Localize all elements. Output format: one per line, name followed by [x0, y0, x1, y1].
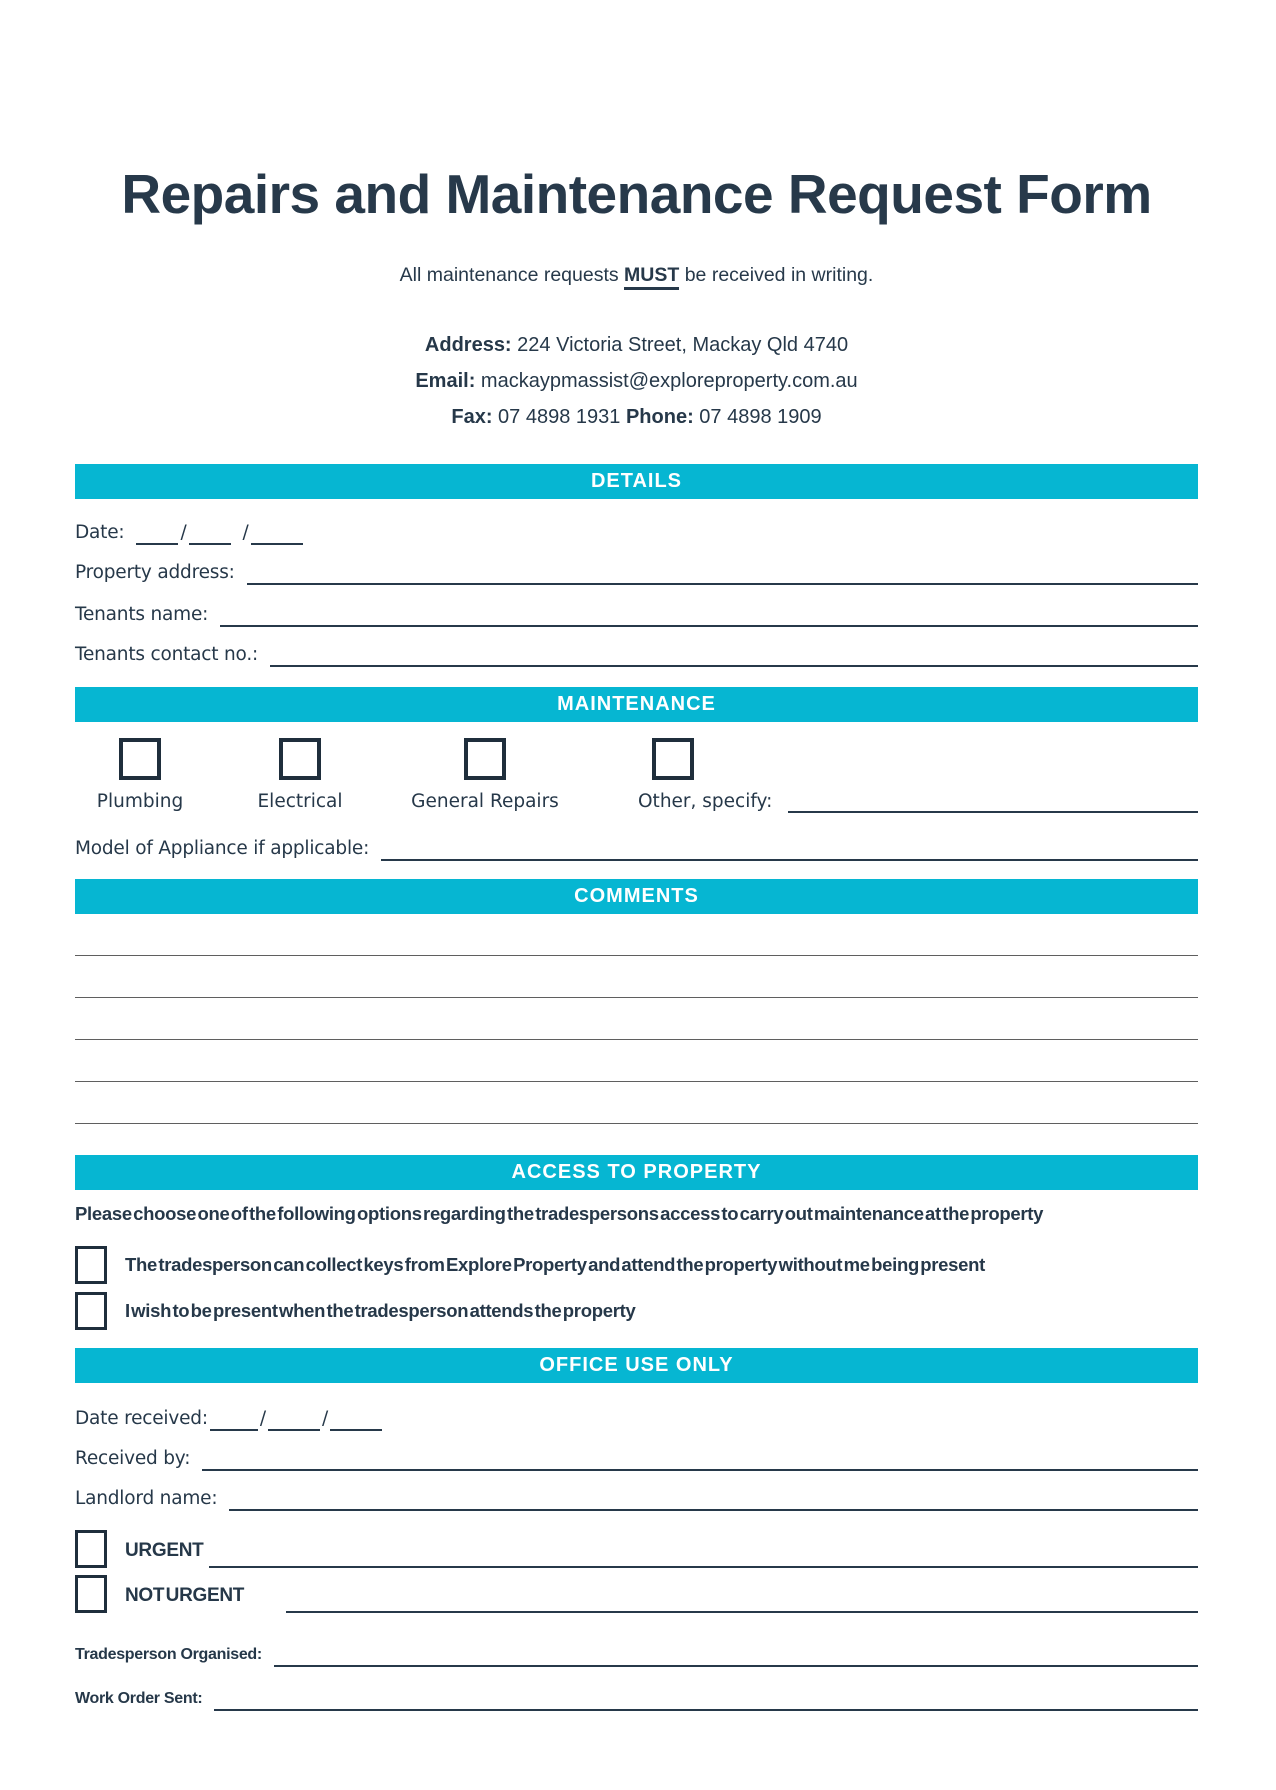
- work-order-sent-label: Work Order Sent:: [75, 1690, 203, 1708]
- property-address-row: [75, 559, 1198, 585]
- urgent-row: [75, 1530, 1198, 1568]
- date-label: Date:: [75, 522, 125, 544]
- tenants-contact-field[interactable]: [270, 645, 1198, 667]
- address-label: Address:: [424, 334, 512, 357]
- subtitle-pre: All maintenance requests: [399, 264, 625, 287]
- access-option-1-label: The tradesperson can collect keys from Explore Property and attend the property without me being present: [125, 1254, 986, 1276]
- general-repairs-checkbox[interactable]: [464, 738, 506, 780]
- plumbing-checkbox[interactable]: [119, 738, 161, 780]
- tenants-contact-label: Tenants contact no.:: [75, 644, 259, 666]
- maintenance-col-electrical: [205, 738, 395, 813]
- address-value: 224 Victoria Street, Mackay Qld 4740: [511, 334, 849, 357]
- date-received-label: Date received:: [75, 1408, 208, 1430]
- comments-line[interactable]: [75, 1082, 1198, 1124]
- access-option-1-checkbox[interactable]: [75, 1246, 107, 1284]
- urgent-checkbox[interactable]: [75, 1530, 107, 1568]
- date-year-field[interactable]: [251, 525, 303, 545]
- tradesperson-organised-field[interactable]: [274, 1645, 1198, 1667]
- date-row: [75, 519, 1198, 545]
- fax-value: 07 4898 1931: [492, 406, 626, 429]
- general-repairs-label: General Repairs: [411, 791, 559, 813]
- email-label: Email:: [415, 370, 476, 393]
- maintenance-col-plumbing: [75, 738, 205, 813]
- received-by-label: Received by:: [75, 1448, 191, 1470]
- phone-value: 07 4898 1909: [693, 406, 822, 429]
- other-label: Other, specify:: [638, 791, 773, 813]
- received-by-row: [75, 1445, 1198, 1471]
- model-appliance-label: Model of Appliance if applicable:: [75, 838, 370, 860]
- tenants-name-field[interactable]: [220, 605, 1198, 627]
- maintenance-options: [75, 738, 1198, 813]
- access-option-2-row: [75, 1292, 1198, 1330]
- work-order-sent-row: [75, 1685, 1198, 1711]
- tradesperson-organised-row: [75, 1641, 1198, 1667]
- comments-line[interactable]: [75, 1040, 1198, 1082]
- address-line: [75, 327, 1198, 363]
- date-month-field[interactable]: [189, 525, 231, 545]
- not-urgent-field[interactable]: [286, 1591, 1198, 1613]
- received-by-field[interactable]: [202, 1449, 1198, 1471]
- other-checkbox[interactable]: [652, 738, 694, 780]
- page-title: Repairs and Maintenance Request Form: [121, 163, 1152, 225]
- electrical-checkbox[interactable]: [279, 738, 321, 780]
- date-slash-2: /: [242, 522, 249, 544]
- tenants-name-row: [75, 601, 1198, 627]
- property-address-field[interactable]: [247, 563, 1198, 585]
- phone-label: Phone:: [625, 406, 694, 429]
- urgent-field[interactable]: [209, 1546, 1198, 1568]
- maintenance-col-general-repairs: [395, 738, 575, 813]
- date-received-month-field[interactable]: [268, 1411, 320, 1431]
- landlord-name-label: Landlord name:: [75, 1488, 218, 1510]
- contact-block: [75, 327, 1198, 435]
- email-line: [75, 363, 1198, 399]
- maintenance-col-other: [575, 738, 1198, 813]
- access-option-2-checkbox[interactable]: [75, 1292, 107, 1330]
- model-appliance-field[interactable]: [381, 839, 1198, 861]
- tradesperson-organised-label: Tradesperson Organised:: [75, 1646, 262, 1664]
- date-received-slash-1: /: [259, 1408, 266, 1430]
- date-received-day-field[interactable]: [210, 1411, 258, 1431]
- date-slash-1: /: [180, 522, 187, 544]
- access-option-2-label: I wish to be present when the tradesperson attends the property: [125, 1300, 636, 1322]
- subtitle-must: MUST: [624, 264, 679, 290]
- not-urgent-label: NOT URGENT: [125, 1585, 245, 1607]
- landlord-name-field[interactable]: [229, 1489, 1198, 1511]
- access-instruction: Please choose one of the following options regarding the tradespersons access to carry out maintenance at the property: [75, 1203, 1044, 1225]
- work-order-sent-field[interactable]: [214, 1689, 1198, 1711]
- fax-label: Fax:: [451, 406, 493, 429]
- comments-area[interactable]: [75, 914, 1198, 1124]
- date-received-row: [75, 1405, 1198, 1431]
- section-header-office-use: OFFICE USE ONLY: [75, 1348, 1198, 1383]
- model-appliance-row: [75, 835, 1198, 861]
- section-header-maintenance: MAINTENANCE: [75, 687, 1198, 722]
- comments-line[interactable]: [75, 956, 1198, 998]
- not-urgent-row: [75, 1575, 1198, 1613]
- date-received-year-field[interactable]: [330, 1411, 382, 1431]
- subtitle-post: be received in writing.: [679, 264, 874, 287]
- comments-line[interactable]: [75, 914, 1198, 956]
- subtitle: [75, 264, 1198, 287]
- landlord-name-row: [75, 1485, 1198, 1511]
- tenants-name-label: Tenants name:: [75, 604, 209, 626]
- section-header-comments: COMMENTS: [75, 879, 1198, 914]
- not-urgent-checkbox[interactable]: [75, 1575, 107, 1613]
- electrical-label: Electrical: [257, 791, 343, 813]
- fax-phone-line: [75, 399, 1198, 435]
- property-address-label: Property address:: [75, 562, 235, 584]
- email-value: mackaypmassist@exploreproperty.com.au: [475, 370, 858, 393]
- comments-line[interactable]: [75, 998, 1198, 1040]
- plumbing-label: Plumbing: [96, 791, 184, 813]
- other-specify-field[interactable]: [788, 791, 1198, 813]
- date-received-slash-2: /: [321, 1408, 328, 1430]
- section-header-details: DETAILS: [75, 464, 1198, 499]
- tenants-contact-row: [75, 641, 1198, 667]
- urgent-label: URGENT: [125, 1540, 204, 1562]
- access-option-1-row: [75, 1246, 1198, 1284]
- date-day-field[interactable]: [136, 525, 178, 545]
- section-header-access: ACCESS TO PROPERTY: [75, 1155, 1198, 1190]
